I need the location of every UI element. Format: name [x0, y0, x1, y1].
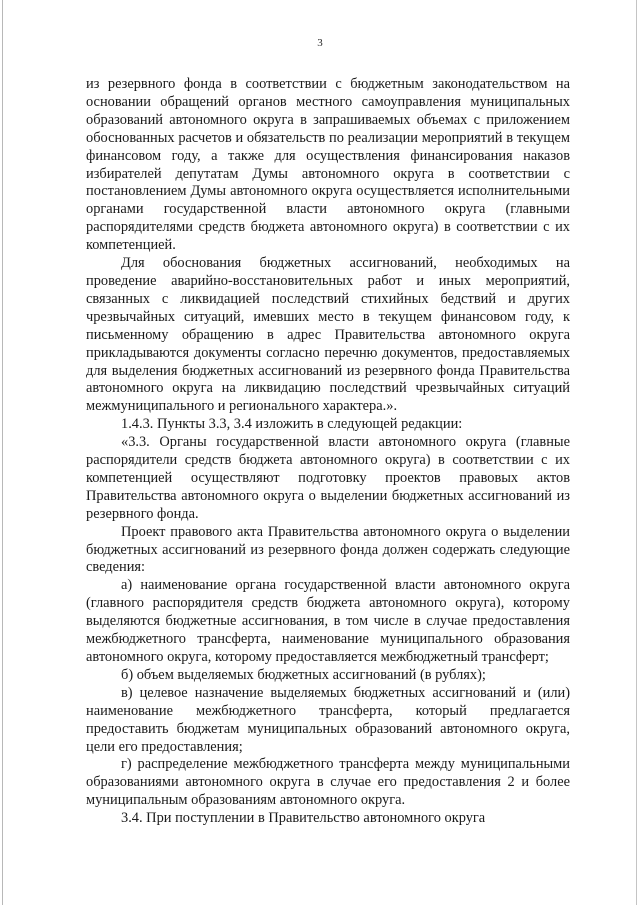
scan-edge-right — [636, 0, 637, 905]
paragraph-item-3-4: 3.4. При поступлении в Правительство автономного округа — [121, 810, 486, 827]
paragraph-item-b: б) объем выделяемых бюджетных ассигнований (в рублях); — [121, 666, 486, 683]
paragraph-item-g: г) распределение межбюджетного трансферта между муниципальными образованиями автономного округа в случае его предоставления 2 и более муниципальным образованиям автономного округа. — [86, 756, 570, 809]
paragraph-continuation: из резервного фонда в соответствии с бюджетным законодательством на основании обращений органов местного самоуправления муниципальных образований автономного округа в запрашиваемых объемах с приложением обоснованных расчетов и обязательств по реализации мероприятий в текущем финансовом году, а также для осуществления финансирования наказов избирателей депутатам Думы автономного округа в соответствии с постановлением Думы автономного округа осуществляется исполнительными органами государственной власти автономного округа (главными распорядителями средств бюджета автономного округа) в соответствии с их компетенцией. — [86, 76, 570, 254]
paragraph-item-a: а) наименование органа государственной власти автономного округа (главного распорядителя средств бюджета автономного округа), которому выделяются бюджетные ассигнования, в том числе в случае предоставления межбюджетного трансферта, наименование муниципального образования автономного округа, которому предоставляется межбюджетный трансферт; — [86, 577, 570, 665]
paragraph-justification-documents: Для обоснования бюджетных ассигнований, необходимых на проведение аварийно-восстановительных работ и иных мероприятий, связанных с ликвидацией последствий стихийных бедствий и других чрезвычайных ситуаций, имевших место в текущем финансовом году, к письменному обращению в адрес Правительства автономного округа прикладываются документы согласно перечню документов, предоставляемых для выделения бюджетных ассигнований из резервного фонда Правительства автономного округа на ликвидацию последствий чрезвычайных ситуаций межмуниципального и регионального характера.». — [86, 255, 570, 415]
document-body — [86, 76, 570, 828]
paragraph-item-3-3: «3.3. Органы государственной власти автономного округа (главные распорядители средств бюджета автономного округа) в соответствии с их компетенцией осуществляют подготовку проектов правовых актов Правительства автономного округа о выделении бюджетных ассигнований из резервного фонда. — [86, 434, 570, 522]
page-number: 3 — [317, 37, 323, 49]
paragraph-item-v: в) целевое назначение выделяемых бюджетных ассигнований и (или) наименование межбюджетного трансферта, который предлагается предоставить бюджетам муниципальных образований автономного округа, цели его предоставления; — [86, 684, 570, 755]
scan-edge-left — [2, 0, 3, 905]
paragraph-draft-act-contents: Проект правового акта Правительства автономного округа о выделении бюджетных ассигнований из резервного фонда должен содержать следующие сведения: — [86, 523, 570, 576]
paragraph-amendment-clause: 1.4.3. Пункты 3.3, 3.4 изложить в следующей редакции: — [121, 416, 463, 433]
